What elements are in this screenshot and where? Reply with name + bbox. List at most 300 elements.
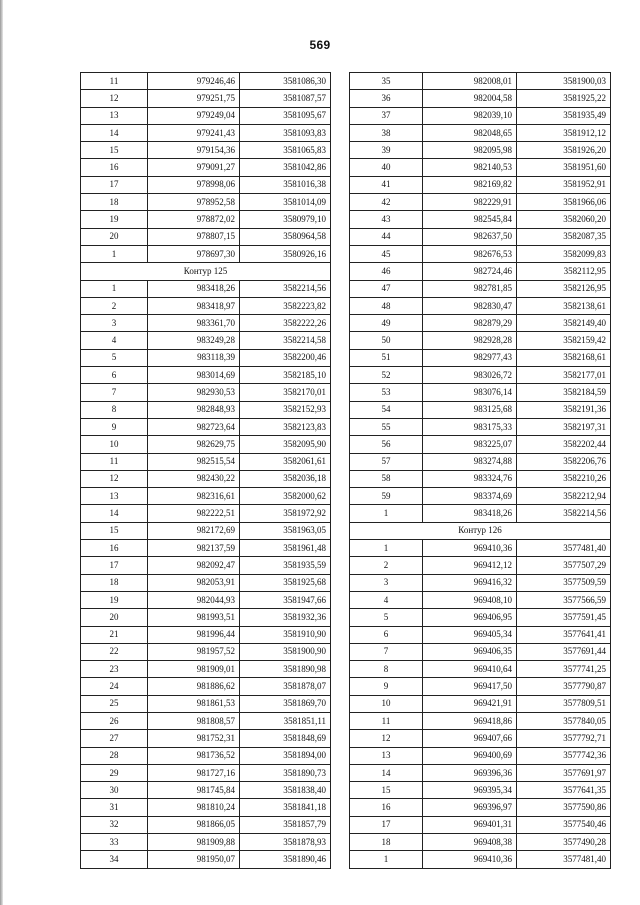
point-number-cell: 46 <box>350 263 423 280</box>
point-number-cell: 7 <box>350 643 423 660</box>
coordinates-table-right <box>349 72 611 869</box>
x-coordinate-cell: 981808,57 <box>148 712 240 729</box>
x-coordinate-cell: 982095,98 <box>423 142 517 159</box>
y-coordinate-cell: 3582152,93 <box>240 401 331 418</box>
x-coordinate-cell: 981745,84 <box>148 782 240 799</box>
point-number-cell: 13 <box>81 107 148 124</box>
x-coordinate-cell: 981810,24 <box>148 799 240 816</box>
y-coordinate-cell: 3581963,05 <box>240 522 331 539</box>
x-coordinate-cell: 982977,43 <box>423 349 517 366</box>
x-coordinate-cell: 982137,59 <box>148 540 240 557</box>
point-number-cell: 25 <box>81 695 148 712</box>
point-number-cell: 9 <box>81 418 148 435</box>
table-row <box>81 90 331 107</box>
point-number-cell: 41 <box>350 176 423 193</box>
x-coordinate-cell: 981993,51 <box>148 609 240 626</box>
y-coordinate-cell: 3582170,01 <box>240 384 331 401</box>
point-number-cell: 27 <box>81 730 148 747</box>
point-number-cell: 28 <box>81 747 148 764</box>
point-number-cell: 42 <box>350 194 423 211</box>
x-coordinate-cell: 982004,58 <box>423 90 517 107</box>
point-number-cell: 26 <box>81 712 148 729</box>
x-coordinate-cell: 982637,50 <box>423 228 517 245</box>
point-number-cell: 20 <box>81 609 148 626</box>
y-coordinate-cell: 3577790,87 <box>517 678 611 695</box>
table-row <box>350 540 611 557</box>
table-row <box>350 436 611 453</box>
x-coordinate-cell: 982048,65 <box>423 124 517 141</box>
y-coordinate-cell: 3581900,90 <box>240 643 331 660</box>
x-coordinate-cell: 969407,66 <box>423 730 517 747</box>
point-number-cell: 45 <box>350 245 423 262</box>
y-coordinate-cell: 3581014,09 <box>240 194 331 211</box>
contour-heading: Контур 125 <box>81 263 331 280</box>
y-coordinate-cell: 3582061,61 <box>240 453 331 470</box>
x-coordinate-cell: 982222,51 <box>148 505 240 522</box>
point-number-cell: 57 <box>350 453 423 470</box>
point-number-cell: 40 <box>350 159 423 176</box>
y-coordinate-cell: 3581972,92 <box>240 505 331 522</box>
x-coordinate-cell: 979241,43 <box>148 124 240 141</box>
point-number-cell: 1 <box>81 280 148 297</box>
y-coordinate-cell: 3580979,10 <box>240 211 331 228</box>
y-coordinate-cell: 3581065,83 <box>240 142 331 159</box>
x-coordinate-cell: 969405,34 <box>423 626 517 643</box>
y-coordinate-cell: 3577507,29 <box>517 557 611 574</box>
table-row <box>350 332 611 349</box>
table-row <box>81 315 331 332</box>
table-row <box>81 159 331 176</box>
table-row <box>350 159 611 176</box>
y-coordinate-cell: 3581910,90 <box>240 626 331 643</box>
point-number-cell: 4 <box>81 332 148 349</box>
contour-heading: Контур 126 <box>350 522 611 539</box>
y-coordinate-cell: 3582200,46 <box>240 349 331 366</box>
x-coordinate-cell: 981909,01 <box>148 661 240 678</box>
x-coordinate-cell: 983125,68 <box>423 401 517 418</box>
y-coordinate-cell: 3577481,40 <box>517 851 611 868</box>
x-coordinate-cell: 969396,36 <box>423 764 517 781</box>
y-coordinate-cell: 3582197,31 <box>517 418 611 435</box>
y-coordinate-cell: 3582168,61 <box>517 349 611 366</box>
table-row <box>350 557 611 574</box>
y-coordinate-cell: 3581851,11 <box>240 712 331 729</box>
x-coordinate-cell: 969395,34 <box>423 782 517 799</box>
x-coordinate-cell: 983274,88 <box>423 453 517 470</box>
point-number-cell: 54 <box>350 401 423 418</box>
table-row <box>81 453 331 470</box>
y-coordinate-cell: 3582184,59 <box>517 384 611 401</box>
y-coordinate-cell: 3581925,68 <box>240 574 331 591</box>
x-coordinate-cell: 983374,69 <box>423 488 517 505</box>
point-number-cell: 10 <box>81 436 148 453</box>
table-row <box>350 176 611 193</box>
point-number-cell: 16 <box>81 159 148 176</box>
y-coordinate-cell: 3582095,90 <box>240 436 331 453</box>
point-number-cell: 3 <box>81 315 148 332</box>
table-row <box>81 332 331 349</box>
x-coordinate-cell: 979154,36 <box>148 142 240 159</box>
table-row <box>350 591 611 608</box>
x-coordinate-cell: 983324,76 <box>423 470 517 487</box>
point-number-cell: 2 <box>81 297 148 314</box>
table-row <box>350 349 611 366</box>
point-number-cell: 50 <box>350 332 423 349</box>
x-coordinate-cell: 982848,93 <box>148 401 240 418</box>
x-coordinate-cell: 982008,01 <box>423 73 517 90</box>
table-row <box>350 799 611 816</box>
y-coordinate-cell: 3582123,83 <box>240 418 331 435</box>
x-coordinate-cell: 982229,91 <box>423 194 517 211</box>
point-number-cell: 14 <box>81 124 148 141</box>
point-number-cell: 32 <box>81 816 148 833</box>
y-coordinate-cell: 3582177,01 <box>517 367 611 384</box>
y-coordinate-cell: 3582212,94 <box>517 488 611 505</box>
point-number-cell: 1 <box>350 540 423 557</box>
x-coordinate-cell: 969416,32 <box>423 574 517 591</box>
point-number-cell: 1 <box>81 245 148 262</box>
point-number-cell: 19 <box>81 211 148 228</box>
x-coordinate-cell: 978697,30 <box>148 245 240 262</box>
table-row <box>81 747 331 764</box>
x-coordinate-cell: 982044,93 <box>148 591 240 608</box>
contour-heading-row <box>350 522 611 539</box>
point-number-cell: 35 <box>350 73 423 90</box>
x-coordinate-cell: 983249,28 <box>148 332 240 349</box>
point-number-cell: 1 <box>350 505 423 522</box>
y-coordinate-cell: 3582149,40 <box>517 315 611 332</box>
y-coordinate-cell: 3577590,86 <box>517 799 611 816</box>
point-number-cell: 48 <box>350 297 423 314</box>
point-number-cell: 43 <box>350 211 423 228</box>
y-coordinate-cell: 3582126,95 <box>517 280 611 297</box>
point-number-cell: 10 <box>350 695 423 712</box>
y-coordinate-cell: 3581086,30 <box>240 73 331 90</box>
y-coordinate-cell: 3577691,97 <box>517 764 611 781</box>
table-row <box>81 591 331 608</box>
point-number-cell: 22 <box>81 643 148 660</box>
point-number-cell: 12 <box>81 470 148 487</box>
table-row <box>350 712 611 729</box>
table-row <box>350 211 611 228</box>
y-coordinate-cell: 3577840,05 <box>517 712 611 729</box>
y-coordinate-cell: 3577691,44 <box>517 643 611 660</box>
table-row <box>81 730 331 747</box>
point-number-cell: 24 <box>81 678 148 695</box>
table-row <box>350 367 611 384</box>
table-row <box>81 678 331 695</box>
table-row <box>350 747 611 764</box>
x-coordinate-cell: 983014,69 <box>148 367 240 384</box>
scan-edge <box>0 0 3 905</box>
x-coordinate-cell: 981752,31 <box>148 730 240 747</box>
y-coordinate-cell: 3582214,58 <box>240 332 331 349</box>
point-number-cell: 14 <box>350 764 423 781</box>
x-coordinate-cell: 983118,39 <box>148 349 240 366</box>
table-row <box>350 418 611 435</box>
point-number-cell: 6 <box>350 626 423 643</box>
point-number-cell: 12 <box>350 730 423 747</box>
table-row <box>81 470 331 487</box>
table-row <box>81 834 331 851</box>
table-row <box>81 505 331 522</box>
y-coordinate-cell: 3581952,91 <box>517 176 611 193</box>
point-number-cell: 18 <box>81 574 148 591</box>
y-coordinate-cell: 3582138,61 <box>517 297 611 314</box>
table-row <box>81 764 331 781</box>
point-number-cell: 3 <box>350 574 423 591</box>
x-coordinate-cell: 982053,91 <box>148 574 240 591</box>
y-coordinate-cell: 3581935,59 <box>240 557 331 574</box>
y-coordinate-cell: 3581894,00 <box>240 747 331 764</box>
x-coordinate-cell: 983361,70 <box>148 315 240 332</box>
table-row <box>350 609 611 626</box>
x-coordinate-cell: 981866,05 <box>148 816 240 833</box>
point-number-cell: 56 <box>350 436 423 453</box>
table-row <box>81 418 331 435</box>
y-coordinate-cell: 3577481,40 <box>517 540 611 557</box>
y-coordinate-cell: 3580926,16 <box>240 245 331 262</box>
x-coordinate-cell: 983418,26 <box>423 505 517 522</box>
table-row <box>350 315 611 332</box>
point-number-cell: 58 <box>350 470 423 487</box>
point-number-cell: 16 <box>350 799 423 816</box>
y-coordinate-cell: 3581095,67 <box>240 107 331 124</box>
x-coordinate-cell: 978807,15 <box>148 228 240 245</box>
x-coordinate-cell: 982515,54 <box>148 453 240 470</box>
table-row <box>81 695 331 712</box>
y-coordinate-cell: 3577641,41 <box>517 626 611 643</box>
y-coordinate-cell: 3582191,36 <box>517 401 611 418</box>
x-coordinate-cell: 982092,47 <box>148 557 240 574</box>
y-coordinate-cell: 3577809,51 <box>517 695 611 712</box>
x-coordinate-cell: 978998,06 <box>148 176 240 193</box>
x-coordinate-cell: 983418,97 <box>148 297 240 314</box>
x-coordinate-cell: 983418,26 <box>148 280 240 297</box>
y-coordinate-cell: 3582087,35 <box>517 228 611 245</box>
table-row <box>350 107 611 124</box>
x-coordinate-cell: 969418,86 <box>423 712 517 729</box>
coordinates-table-left <box>80 72 331 869</box>
point-number-cell: 44 <box>350 228 423 245</box>
x-coordinate-cell: 969406,35 <box>423 643 517 660</box>
table-row <box>350 626 611 643</box>
y-coordinate-cell: 3581900,03 <box>517 73 611 90</box>
point-number-cell: 33 <box>81 834 148 851</box>
y-coordinate-cell: 3581093,83 <box>240 124 331 141</box>
table-row <box>350 834 611 851</box>
x-coordinate-cell: 981736,52 <box>148 747 240 764</box>
x-coordinate-cell: 983225,07 <box>423 436 517 453</box>
x-coordinate-cell: 982723,64 <box>148 418 240 435</box>
point-number-cell: 47 <box>350 280 423 297</box>
point-number-cell: 53 <box>350 384 423 401</box>
y-coordinate-cell: 3581932,36 <box>240 609 331 626</box>
x-coordinate-cell: 969408,38 <box>423 834 517 851</box>
table-row <box>81 228 331 245</box>
point-number-cell: 29 <box>81 764 148 781</box>
x-coordinate-cell: 982039,10 <box>423 107 517 124</box>
table-row <box>81 73 331 90</box>
table-row <box>81 436 331 453</box>
y-coordinate-cell: 3582223,82 <box>240 297 331 314</box>
table-row <box>81 349 331 366</box>
table-row <box>81 816 331 833</box>
x-coordinate-cell: 969406,95 <box>423 609 517 626</box>
y-coordinate-cell: 3577741,25 <box>517 661 611 678</box>
point-number-cell: 34 <box>81 851 148 868</box>
contour-heading-row <box>81 263 331 280</box>
table-row <box>81 661 331 678</box>
point-number-cell: 37 <box>350 107 423 124</box>
y-coordinate-cell: 3581869,70 <box>240 695 331 712</box>
y-coordinate-cell: 3582210,26 <box>517 470 611 487</box>
table-row <box>350 245 611 262</box>
table-row <box>350 730 611 747</box>
table-row <box>350 782 611 799</box>
y-coordinate-cell: 3582000,62 <box>240 488 331 505</box>
table-row <box>81 626 331 643</box>
x-coordinate-cell: 981996,44 <box>148 626 240 643</box>
table-row <box>350 90 611 107</box>
table-row <box>81 142 331 159</box>
y-coordinate-cell: 3580964,58 <box>240 228 331 245</box>
point-number-cell: 6 <box>81 367 148 384</box>
x-coordinate-cell: 978872,02 <box>148 211 240 228</box>
table-row <box>350 851 611 868</box>
table-row <box>81 124 331 141</box>
y-coordinate-cell: 3582159,42 <box>517 332 611 349</box>
table-row <box>81 488 331 505</box>
point-number-cell: 15 <box>350 782 423 799</box>
y-coordinate-cell: 3577509,59 <box>517 574 611 591</box>
point-number-cell: 13 <box>81 488 148 505</box>
point-number-cell: 18 <box>350 834 423 851</box>
y-coordinate-cell: 3581890,46 <box>240 851 331 868</box>
point-number-cell: 20 <box>81 228 148 245</box>
table-row <box>81 609 331 626</box>
x-coordinate-cell: 969400,69 <box>423 747 517 764</box>
y-coordinate-cell: 3577591,45 <box>517 609 611 626</box>
y-coordinate-cell: 3577742,36 <box>517 747 611 764</box>
table-row <box>81 799 331 816</box>
x-coordinate-cell: 981886,62 <box>148 678 240 695</box>
y-coordinate-cell: 3577566,59 <box>517 591 611 608</box>
point-number-cell: 4 <box>350 591 423 608</box>
x-coordinate-cell: 969408,10 <box>423 591 517 608</box>
x-coordinate-cell: 981957,52 <box>148 643 240 660</box>
point-number-cell: 15 <box>81 522 148 539</box>
x-coordinate-cell: 979091,27 <box>148 159 240 176</box>
point-number-cell: 14 <box>81 505 148 522</box>
table-row <box>81 280 331 297</box>
point-number-cell: 11 <box>81 73 148 90</box>
point-number-cell: 39 <box>350 142 423 159</box>
table-row <box>350 488 611 505</box>
y-coordinate-cell: 3581947,66 <box>240 591 331 608</box>
table-row <box>81 712 331 729</box>
point-number-cell: 15 <box>81 142 148 159</box>
point-number-cell: 51 <box>350 349 423 366</box>
y-coordinate-cell: 3582036,18 <box>240 470 331 487</box>
point-number-cell: 19 <box>81 591 148 608</box>
point-number-cell: 52 <box>350 367 423 384</box>
y-coordinate-cell: 3582214,56 <box>240 280 331 297</box>
y-coordinate-cell: 3582185,10 <box>240 367 331 384</box>
x-coordinate-cell: 969421,91 <box>423 695 517 712</box>
y-coordinate-cell: 3582099,83 <box>517 245 611 262</box>
point-number-cell: 16 <box>81 540 148 557</box>
x-coordinate-cell: 982930,53 <box>148 384 240 401</box>
point-number-cell: 2 <box>350 557 423 574</box>
y-coordinate-cell: 3581878,07 <box>240 678 331 695</box>
x-coordinate-cell: 979246,46 <box>148 73 240 90</box>
point-number-cell: 5 <box>81 349 148 366</box>
point-number-cell: 49 <box>350 315 423 332</box>
table-row <box>350 297 611 314</box>
table-row <box>81 851 331 868</box>
x-coordinate-cell: 969412,12 <box>423 557 517 574</box>
x-coordinate-cell: 969417,50 <box>423 678 517 695</box>
x-coordinate-cell: 982629,75 <box>148 436 240 453</box>
x-coordinate-cell: 982316,61 <box>148 488 240 505</box>
table-row <box>81 557 331 574</box>
table-row <box>350 228 611 245</box>
x-coordinate-cell: 982545,84 <box>423 211 517 228</box>
y-coordinate-cell: 3581087,57 <box>240 90 331 107</box>
x-coordinate-cell: 969401,31 <box>423 816 517 833</box>
x-coordinate-cell: 982676,53 <box>423 245 517 262</box>
table-row <box>350 142 611 159</box>
point-number-cell: 17 <box>81 557 148 574</box>
x-coordinate-cell: 983076,14 <box>423 384 517 401</box>
y-coordinate-cell: 3581838,40 <box>240 782 331 799</box>
y-coordinate-cell: 3582060,20 <box>517 211 611 228</box>
point-number-cell: 8 <box>350 661 423 678</box>
x-coordinate-cell: 982724,46 <box>423 263 517 280</box>
table-row <box>81 176 331 193</box>
y-coordinate-cell: 3581912,12 <box>517 124 611 141</box>
x-coordinate-cell: 982140,53 <box>423 159 517 176</box>
table-row <box>81 107 331 124</box>
point-number-cell: 38 <box>350 124 423 141</box>
y-coordinate-cell: 3581951,60 <box>517 159 611 176</box>
point-number-cell: 21 <box>81 626 148 643</box>
x-coordinate-cell: 978952,58 <box>148 194 240 211</box>
point-number-cell: 12 <box>81 90 148 107</box>
y-coordinate-cell: 3581042,86 <box>240 159 331 176</box>
table-row <box>350 695 611 712</box>
x-coordinate-cell: 982879,29 <box>423 315 517 332</box>
x-coordinate-cell: 969396,97 <box>423 799 517 816</box>
y-coordinate-cell: 3582112,95 <box>517 263 611 280</box>
y-coordinate-cell: 3581857,79 <box>240 816 331 833</box>
y-coordinate-cell: 3582214,56 <box>517 505 611 522</box>
y-coordinate-cell: 3581925,22 <box>517 90 611 107</box>
x-coordinate-cell: 982928,28 <box>423 332 517 349</box>
table-row <box>81 384 331 401</box>
y-coordinate-cell: 3581878,93 <box>240 834 331 851</box>
x-coordinate-cell: 981727,16 <box>148 764 240 781</box>
x-coordinate-cell: 983026,72 <box>423 367 517 384</box>
table-row <box>350 263 611 280</box>
point-number-cell: 31 <box>81 799 148 816</box>
table-row <box>81 522 331 539</box>
point-number-cell: 11 <box>350 712 423 729</box>
point-number-cell: 59 <box>350 488 423 505</box>
point-number-cell: 5 <box>350 609 423 626</box>
point-number-cell: 36 <box>350 90 423 107</box>
